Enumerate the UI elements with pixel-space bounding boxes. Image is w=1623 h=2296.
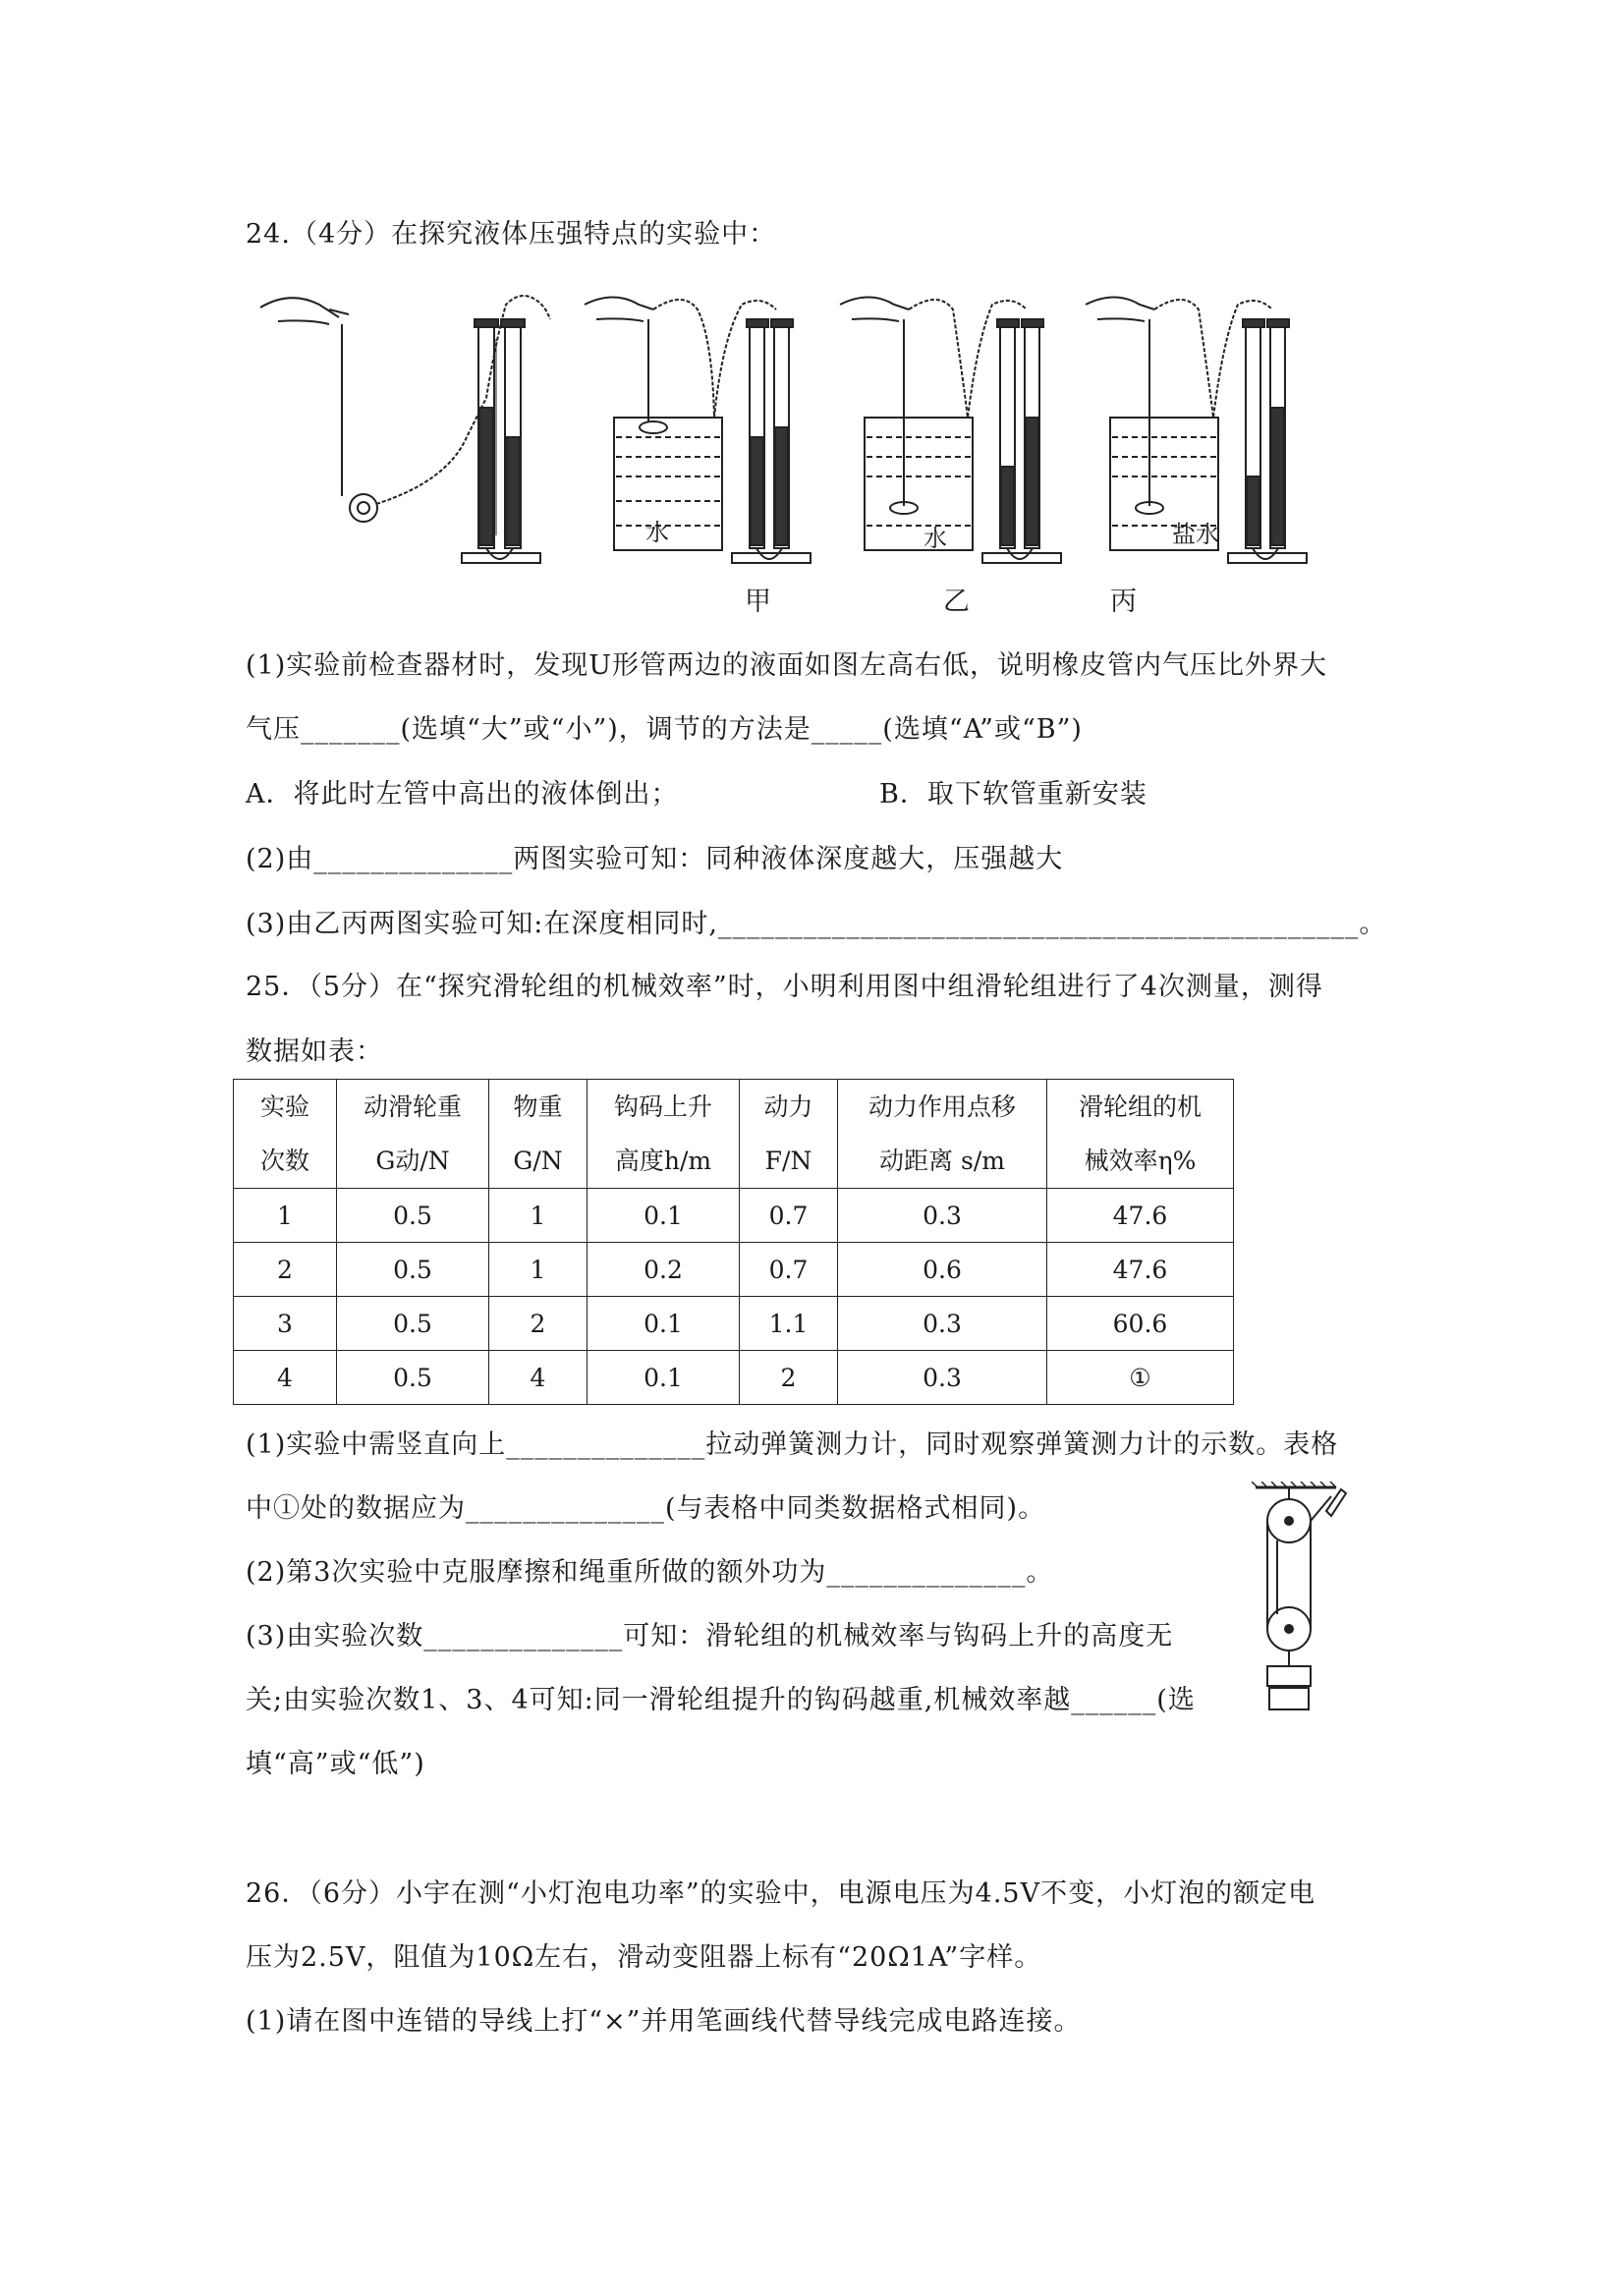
header-cell: 动力 F/N [740, 1080, 838, 1189]
table-header-row [234, 1080, 1234, 1189]
liquid-label-1: 水 [923, 525, 947, 552]
setup-2 [840, 298, 1061, 564]
q25-p3-line3: 填“高”或“低”) [246, 1749, 425, 1779]
q25-p2: (2)第3次实验中克服摩擦和绳重所做的额外功为______________。 [246, 1557, 1054, 1588]
q25-p3-line1: (3)由实验次数______________可知：滑轮组的机械效率与钩码上升的高度无 [246, 1621, 1174, 1652]
table-cell: 0.1 [588, 1189, 740, 1243]
pulley-figure [1248, 1482, 1366, 1717]
table-cell: 0.5 [337, 1189, 489, 1243]
table-cell: 0.3 [838, 1297, 1047, 1351]
table-cell: 47.6 [1047, 1189, 1234, 1243]
q25-p3-line2: 关;由实验次数1、3、4可知:同一滑轮组提升的钩码越重,机械效率越______(选 [246, 1685, 1196, 1715]
q24-p3: (3)由乙丙两图实验可知:在深度相同时,_____________________________________________。 [246, 909, 1387, 939]
table-cell: 0.2 [588, 1243, 740, 1297]
table-cell: 3 [234, 1297, 337, 1351]
setup-1 [585, 298, 811, 564]
table-cell: 1 [234, 1189, 337, 1243]
table-cell: 0.3 [838, 1351, 1047, 1405]
table-row [234, 1351, 1234, 1405]
table-row [234, 1189, 1234, 1243]
table-cell: 0.6 [838, 1243, 1047, 1297]
q25-title-line1: 25．（5分）在“探究滑轮组的机械效率”时，小明利用图中组滑轮组进行了4次测量，测得 [246, 972, 1323, 1002]
q25-p1-line1: (1)实验中需竖直向上______________拉动弹簧测力计，同时观察弹簧测力计的示数。表格 [246, 1429, 1339, 1460]
q24-p2: (2)由______________两图实验可知：同种液体深度越大，压强越大 [246, 844, 1064, 874]
q24-title: 24.（4分）在探究液体压强特点的实验中： [246, 219, 777, 250]
figure-label-bing: 丙 [1110, 587, 1137, 617]
table-cell: 0.1 [588, 1297, 740, 1351]
q24-p1-line2: 气压_______(选填“大”或“小”)，调节的方法是_____(选填“A”或“B”) [246, 714, 1083, 745]
figure-label-yi: 乙 [943, 587, 970, 617]
q25-p1-line2: 中①处的数据应为______________(与表格中同类数据格式相同)。 [246, 1493, 1046, 1524]
liquid-label-2: 盐水 [1172, 521, 1219, 548]
table-cell: 0.5 [337, 1243, 489, 1297]
table-row [234, 1243, 1234, 1297]
q24-option-b: B．取下软管重新安装 [879, 779, 1147, 810]
table-cell: 47.6 [1047, 1243, 1234, 1297]
q26-p1: (1)请在图中连错的导线上打“×”并用笔画线代替导线完成电路连接。 [246, 2006, 1082, 2037]
table-cell: ① [1047, 1351, 1234, 1405]
table-cell: 4 [234, 1351, 337, 1405]
header-cell: 动滑轮重 G动/N [337, 1080, 489, 1189]
table-cell: 0.5 [337, 1351, 489, 1405]
figure-label-jia: 甲 [745, 587, 771, 617]
q26-line1: 26．（6分）小宇在测“小灯泡电功率”的实验中，电源电压为4.5V不变，小灯泡的额定电 [246, 1878, 1316, 1909]
table-cell: 0.7 [740, 1243, 838, 1297]
q26-line2: 压为2.5V，阻值为10Ω左右，滑动变阻器上标有“20Ω1A”字样。 [246, 1942, 1042, 1973]
table-cell: 0.7 [740, 1189, 838, 1243]
table-cell: 0.3 [838, 1189, 1047, 1243]
header-cell: 物重 G/N [489, 1080, 588, 1189]
q24-p1-line1: (1)实验前检查器材时，发现U形管两边的液面如图左高右低，说明橡皮管内气压比外界大 [246, 650, 1327, 681]
liquid-label-0: 水 [645, 519, 669, 546]
table-cell: 0.5 [337, 1297, 489, 1351]
table-cell: 2 [740, 1351, 838, 1405]
header-cell: 动力作用点移 动距离 s/m [838, 1080, 1047, 1189]
pulley-data-table [233, 1079, 1234, 1405]
table-cell: 4 [489, 1351, 588, 1405]
table-row [234, 1297, 1234, 1351]
table-cell: 2 [489, 1297, 588, 1351]
header-cell: 滑轮组的机 械效率η% [1047, 1080, 1234, 1189]
q24-option-a: A．将此时左管中高出的液体倒出； [246, 779, 679, 810]
table-cell: 1.1 [740, 1297, 838, 1351]
table-cell: 0.1 [588, 1351, 740, 1405]
q25-title-line2: 数据如表： [246, 1036, 383, 1067]
header-cell: 钩码上升 高度h/m [588, 1080, 740, 1189]
table-cell: 60.6 [1047, 1297, 1234, 1351]
header-cell: 实验 次数 [234, 1080, 337, 1189]
setup-0 [260, 296, 550, 563]
table-cell: 1 [489, 1189, 588, 1243]
table-cell: 2 [234, 1243, 337, 1297]
table-cell: 1 [489, 1243, 588, 1297]
